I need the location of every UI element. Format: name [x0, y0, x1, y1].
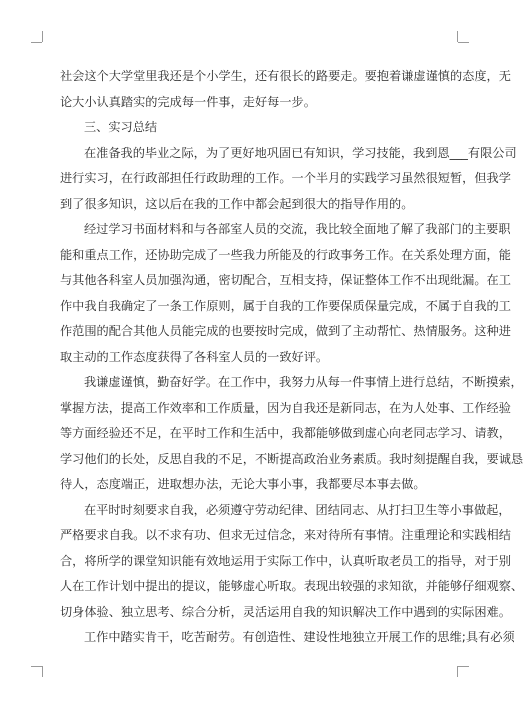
crop-mark-top-right-h — [458, 42, 469, 43]
text-line: 进行实习，在行政部担任行政助理的工作。一个半月的实践学习虽然很短暂，但我学 — [60, 171, 511, 185]
text-line: 与其他各科室人员加强沟通，密切配合，互相支持，保证整体工作不出现纰漏。在工 — [60, 273, 511, 287]
paragraph — [60, 370, 523, 498]
text-line: 社会这个大学堂里我还是个小学生，还有很长的路要走。要抱着谦虚谨慎的态度，无 — [60, 69, 511, 83]
crop-mark-top-left-v — [42, 31, 43, 42]
paragraph — [60, 625, 515, 651]
paragraph — [60, 217, 511, 370]
text-line: 人在工作计划中提出的提议，能够虚心听取。表现出较强的求知欲，并能够仔细观察、 — [60, 579, 523, 593]
paragraph — [60, 64, 511, 115]
text-line: 等方面经验还不足，在平时工作和生活中，我都能够做到虚心向老同志学习、请教， — [60, 426, 511, 440]
crop-mark-top-left-h — [31, 42, 42, 43]
text-line: 到了很多知识，这以后在我的工作中都会起到很大的指导作用的。 — [60, 196, 414, 211]
text-line: 工作中踏实肯干，吃苦耐劳。有创造性、建设性地独立开展工作的思维;具有必须 — [84, 630, 515, 644]
text-line: 在平时时刻要求自我，必须遵守劳动纪律、团结同志、从打扫卫生等小事做起， — [84, 502, 511, 517]
text-line: 作范围的配合其他人员能完成的也要按时完成，做到了主动帮忙、热情服务。这种进 — [60, 324, 511, 338]
paragraph — [60, 141, 517, 218]
text-line: 经过学习书面材料和与各部室人员的交流，我比较全面地了解了我部门的主要职 — [84, 222, 511, 236]
text-line: 三、实习总结 — [84, 120, 158, 134]
crop-mark-bottom-right-h — [458, 666, 469, 667]
crop-mark-bottom-left-v — [42, 666, 43, 677]
section-heading — [60, 115, 442, 141]
text-line: 论大小认真踏实的完成每一件事，走好每一步。 — [60, 94, 316, 109]
text-line: 作中我自我确定了一条工作原则，属于自我的工作要保质保量完成，不属于自我的工 — [60, 298, 511, 313]
text-line: 学习他们的长处，反思自我的不足，不断提高政治业务素质。我时刻提醒自我，要诚恳 — [60, 451, 523, 466]
text-line: 待人，态度端正，进取想办法，无论大事小事，我都要尽本事去做。 — [60, 477, 426, 491]
crop-mark-bottom-left-h — [31, 666, 42, 667]
text-line: 切身体验、独立思考、综合分析，灵活运用自我的知识解决工作中遇到的实际困难。 — [60, 604, 511, 619]
document-body — [60, 64, 523, 651]
text-line: 我谦虚谨慎，勤奋好学。在工作中，我努力从每一件事情上进行总结，不断摸索， — [84, 375, 523, 389]
text-line: 能和重点工作，还协助完成了一些我力所能及的行政事务工作。在关系处理方面，能 — [60, 247, 511, 262]
crop-mark-bottom-right-v — [457, 666, 458, 677]
paragraph — [60, 498, 523, 626]
text-line: 掌握方法，提高工作效率和工作质量，因为自我还是新同志，在为人处事、工作经验 — [60, 400, 511, 415]
text-line: 在准备我的毕业之际，为了更好地巩固已有知识，学习技能，我到恩___有限公司 — [84, 145, 517, 160]
text-line: 取主动的工作态度获得了各科室人员的一致好评。 — [60, 349, 329, 364]
crop-mark-top-right-v — [457, 31, 458, 42]
text-line: 合，将所学的课堂知识能有效地运用于实际工作中，认真听取老员工的指导，对于别 — [60, 553, 511, 568]
text-line: 严格要求自我。以不求有功、但求无过信念，来对待所有事情。注重理论和实践相结 — [60, 528, 511, 542]
